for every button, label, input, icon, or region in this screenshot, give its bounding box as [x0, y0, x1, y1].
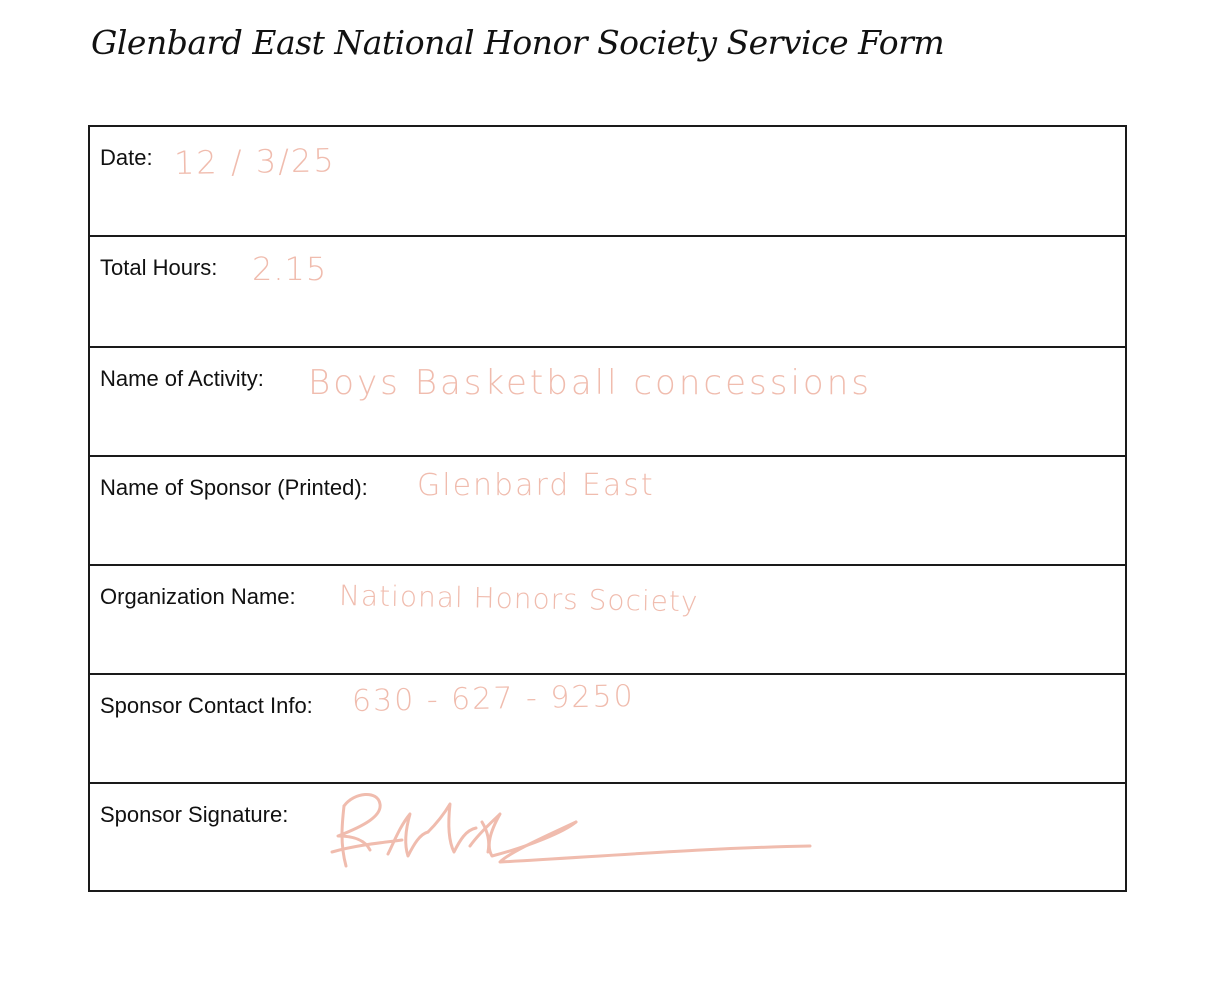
sponsor-contact-row — [90, 673, 1125, 782]
organization-name-label: Organization Name: — [100, 584, 296, 609]
activity-name-value: Boys Basketball concessions — [308, 363, 872, 403]
sponsor-contact-value: 630 - 627 - 9250 — [351, 679, 635, 719]
date-row — [90, 127, 1125, 235]
sponsor-signature-label: Sponsor Signature: — [100, 802, 289, 827]
sponsor-signature-row — [90, 782, 1125, 890]
total-hours-label: Total Hours: — [100, 255, 218, 280]
total-hours-value: 2.15 — [252, 250, 328, 288]
activity-name-label: Name of Activity: — [100, 366, 264, 391]
sponsor-contact-label: Sponsor Contact Info: — [100, 693, 313, 718]
sponsor-signature — [320, 784, 820, 889]
sponsor-name-row — [90, 455, 1125, 564]
activity-name-row — [90, 346, 1125, 455]
date-label: Date: — [100, 145, 153, 170]
date-value: 12 / 3/25 — [173, 141, 337, 182]
sponsor-name-value: Glenbard East — [417, 468, 655, 503]
organization-name-row — [90, 564, 1125, 673]
total-hours-row — [90, 235, 1125, 346]
organization-name-value: National Honors Society — [338, 579, 699, 619]
form-title: Glenbard East National Honor Society Service Form — [91, 23, 945, 62]
service-form-table — [88, 125, 1127, 892]
sponsor-name-label: Name of Sponsor (Printed): — [100, 475, 368, 500]
